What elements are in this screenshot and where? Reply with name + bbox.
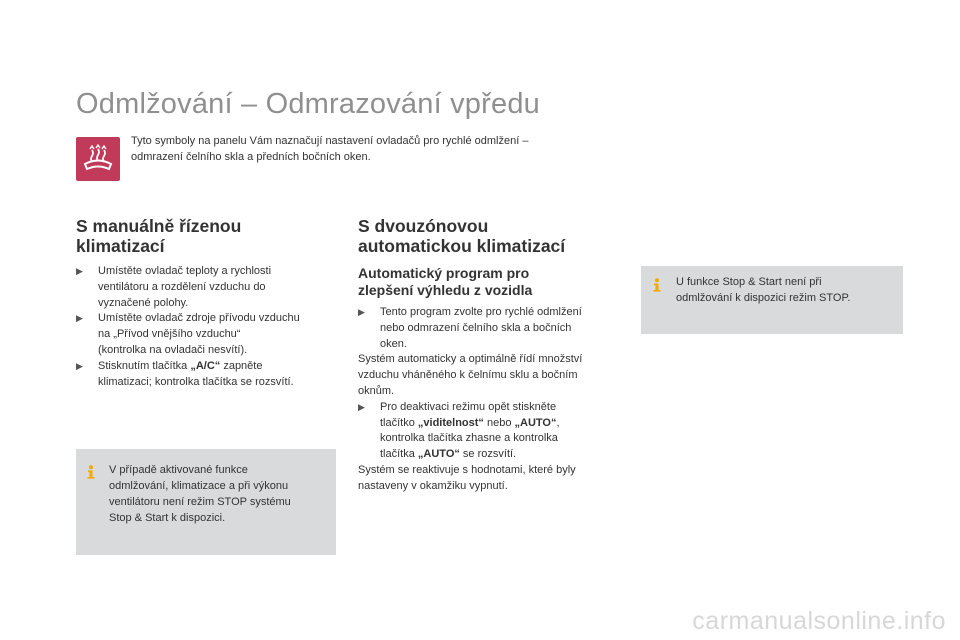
note-text [109, 462, 331, 526]
paragraph-line: Systém se reaktivuje s hodnotami, které byly [358, 463, 576, 476]
text-run: , [556, 416, 560, 429]
button-name: „AUTO“ [417, 448, 460, 461]
list-item-line: Umístěte ovladač zdroje přívodu vzduchu [98, 312, 300, 325]
text-run: tlačítka [380, 448, 418, 461]
text-run: nebo [483, 416, 515, 429]
paragraph-line: nastaveny v okamžiku vypnutí. [358, 479, 508, 492]
note-text [676, 274, 898, 306]
watermark: carmanualsonline.info [692, 607, 946, 635]
list-item [358, 305, 620, 352]
page-title: Odmlžování – Odmrazování vpředu [76, 88, 540, 120]
section-heading-line: klimatizací [76, 236, 165, 256]
note-box-left [76, 449, 336, 555]
windshield-defrost-icon [76, 137, 120, 181]
note-line: odmlžování, klimatizace a při výkonu [109, 480, 289, 492]
note-line: odmlžování k dispozici režim STOP. [676, 292, 851, 304]
bullet-marker-icon: ▶ [76, 360, 83, 371]
button-name: „viditelnost“ [417, 416, 484, 429]
paragraph [358, 352, 620, 399]
paragraph [358, 463, 620, 495]
left-column-heading [76, 216, 336, 256]
intro-text [131, 133, 601, 165]
note-box-right [641, 266, 903, 334]
left-instructions [76, 264, 346, 390]
list-item-line: Tento program zvolte pro rychlé odmlžení [380, 306, 582, 318]
list-item-line: Umístěte ovladač teploty a rychlosti [98, 265, 272, 277]
list-item-line: nebo odmrazení čelního skla a bočních [380, 321, 572, 334]
bullet-marker-icon: ▶ [76, 313, 83, 324]
bullet-marker-icon: ▶ [76, 266, 83, 276]
bullet-marker-icon: ▶ [358, 307, 365, 317]
bullet-marker-icon: ▶ [358, 401, 365, 412]
list-item-line: kontrolka tlačítka zhasne a kontrolka [380, 432, 558, 445]
button-name: „AUTO“ [514, 416, 557, 429]
middle-subheading [358, 265, 628, 299]
subheading-line: zlepšení výhledu z vozidla [358, 282, 533, 298]
list-item-line: oken. [380, 337, 407, 350]
list-item-line [380, 416, 620, 432]
intro-line: odmrazení čelního skla a předních bočních oken. [131, 151, 371, 163]
list-item-line [98, 359, 346, 375]
list-item-line: na „Přívod vnějšího vzduchu“ [98, 328, 241, 341]
intro-line: Tyto symboly na panelu Vám naznačují nastavení ovladačů pro rychlé odmlžení – [131, 135, 529, 147]
text-run: tlačítko [380, 416, 418, 429]
list-item-line: vyznačené polohy. [98, 296, 189, 309]
note-line: Stop & Start k dispozici. [109, 512, 226, 524]
list-item-line: Pro deaktivaci režimu opět stiskněte [380, 400, 557, 413]
paragraph-line: Systém automaticky a optimálně řídí množství [358, 353, 583, 366]
subheading-line: Automatický program pro [358, 265, 530, 281]
list-item [76, 264, 346, 311]
button-name: „A/C“ [190, 359, 221, 372]
list-item-line [380, 447, 620, 463]
info-icon [651, 278, 663, 292]
paragraph-line: oknům. [358, 384, 395, 397]
list-item-line: (kontrolka na ovladači nesvítí). [98, 343, 248, 356]
text-run: Stisknutím tlačítka [98, 359, 191, 372]
section-heading-line: S dvouzónovou [358, 216, 489, 236]
section-heading-line: S manuálně řízenou [76, 216, 242, 236]
list-item [76, 359, 346, 391]
middle-instructions [358, 305, 620, 495]
list-item-line: ventilátoru a rozdělení vzduchu do [98, 280, 266, 293]
section-heading-line: automatickou klimatizací [358, 236, 566, 256]
note-line: V případě aktivované funkce [109, 464, 248, 476]
list-item-line: klimatizaci; kontrolka tlačítka se rozsvítí. [98, 375, 294, 388]
text-run: se rozsvítí. [459, 448, 517, 461]
note-line: U funkce Stop & Start není při [676, 276, 822, 288]
text-run: zapněte [220, 359, 263, 372]
list-item [76, 311, 346, 358]
middle-column-heading [358, 216, 628, 256]
note-line: ventilátoru není režim STOP systému [109, 496, 291, 508]
list-item [358, 400, 620, 463]
paragraph-line: vzduchu vháněného k čelnímu sklu a bočním [358, 369, 578, 382]
info-icon [85, 465, 97, 479]
